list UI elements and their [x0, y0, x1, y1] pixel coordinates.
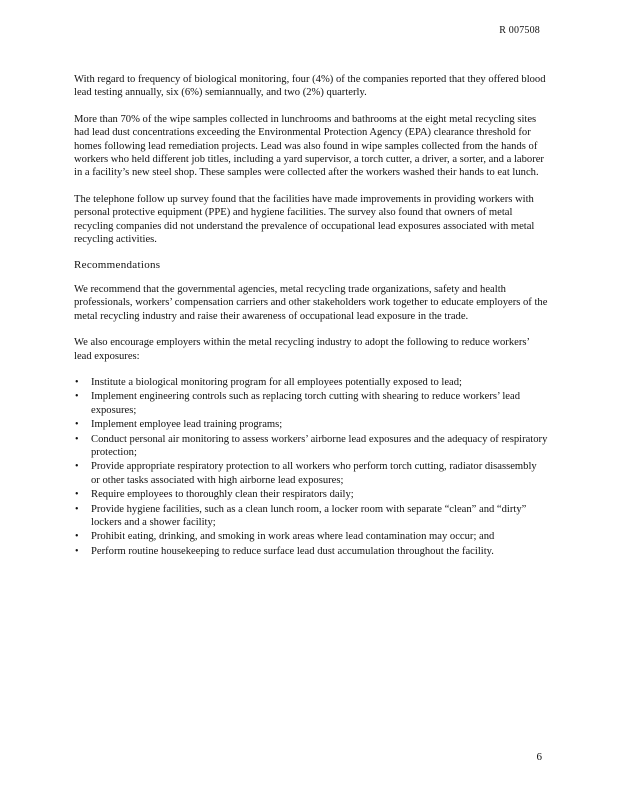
list-item-text: Conduct personal air monitoring to assess workers’ airborne lead exposures and the adequacy of respiratory protection;	[91, 433, 548, 458]
bullet-icon: •	[75, 376, 79, 388]
list-item-text: Institute a biological monitoring program for all employees potentially exposed to lead;	[91, 376, 462, 388]
list-item-text: Prohibit eating, drinking, and smoking in work areas where lead contamination may occur; and	[91, 531, 495, 543]
list-item-text: Perform routine housekeeping to reduce surface lead dust accumulation throughout the facility.	[91, 545, 494, 557]
bullet-icon: •	[75, 503, 79, 515]
list-item-text: Implement employee lead training programs;	[91, 419, 283, 431]
paragraph-telephone-survey: The telephone follow up survey found that the facilities have made improvements in providing workers with personal protective equipment (PPE) and hygiene facilities. The survey also found that owners of metal recycling companies did not understand the prevalence of occupational lead exposures associated with metal recycling activities.	[74, 193, 535, 246]
bullet-icon: •	[75, 531, 79, 543]
list-item-text: Provide hygiene facilities, such as a clean lunch room, a locker room with separate “clean” and “dirty” lockers and a shower facility;	[91, 503, 527, 528]
list-item	[74, 545, 548, 558]
bullet-icon: •	[75, 433, 79, 445]
list-item-text: Implement engineering controls such as replacing torch cutting with shearing to reduce workers’ lead exposures;	[91, 391, 520, 416]
page-body	[74, 73, 548, 559]
bullet-icon: •	[75, 461, 79, 473]
list-item	[74, 488, 548, 501]
bullet-icon: •	[75, 419, 79, 431]
list-item	[74, 503, 548, 530]
list-item	[74, 376, 548, 389]
list-item	[74, 530, 548, 543]
recommendation-list	[74, 376, 548, 558]
document-id: R 007508	[499, 25, 540, 36]
list-item	[74, 433, 548, 460]
page-number: 6	[536, 751, 542, 763]
list-item	[74, 390, 548, 417]
list-item-text: Require employees to thoroughly clean their respirators daily;	[91, 489, 354, 501]
paragraph-encourage-employers: We also encourage employers within the metal recycling industry to adopt the following to reduce workers’ lead exposures:	[74, 337, 530, 362]
section-heading-recommendations: Recommendations	[74, 259, 161, 272]
bullet-icon: •	[75, 489, 79, 501]
bullet-icon: •	[75, 391, 79, 403]
list-item-text: Provide appropriate respiratory protection to all workers who perform torch cutting, radiator disassembly or other tasks associated with high airborne lead exposures;	[91, 461, 537, 486]
bullet-icon: •	[75, 545, 79, 557]
paragraph-biological-monitoring: With regard to frequency of biological monitoring, four (4%) of the companies reported that they offered blood lead testing annually, six (6%) semiannually, and two (2%) quarterly.	[74, 74, 546, 99]
list-item	[74, 418, 548, 431]
paragraph-recommend-stakeholders: We recommend that the governmental agencies, metal recycling trade organizations, safety and health professionals, workers’ compensation carriers and other stakeholders work together to educate employers of the metal recycling industry and raise their awareness of occupational lead exposure in the trade.	[74, 283, 548, 322]
paragraph-wipe-samples: More than 70% of the wipe samples collected in lunchrooms and bathrooms at the eight metal recycling sites had lead dust concentrations exceeding the Environmental Protection Agency (EPA) clearance threshold for homes following lead remediation projects. Lead was also found in wipe samples collected from the hands of workers who held different job titles, including a yard supervisor, a torch cutter, a driver, a sorter, and a laborer in a facility’s new steel shop. These samples were collected after the workers washed their hands to eat lunch.	[74, 113, 544, 179]
list-item	[74, 460, 548, 487]
